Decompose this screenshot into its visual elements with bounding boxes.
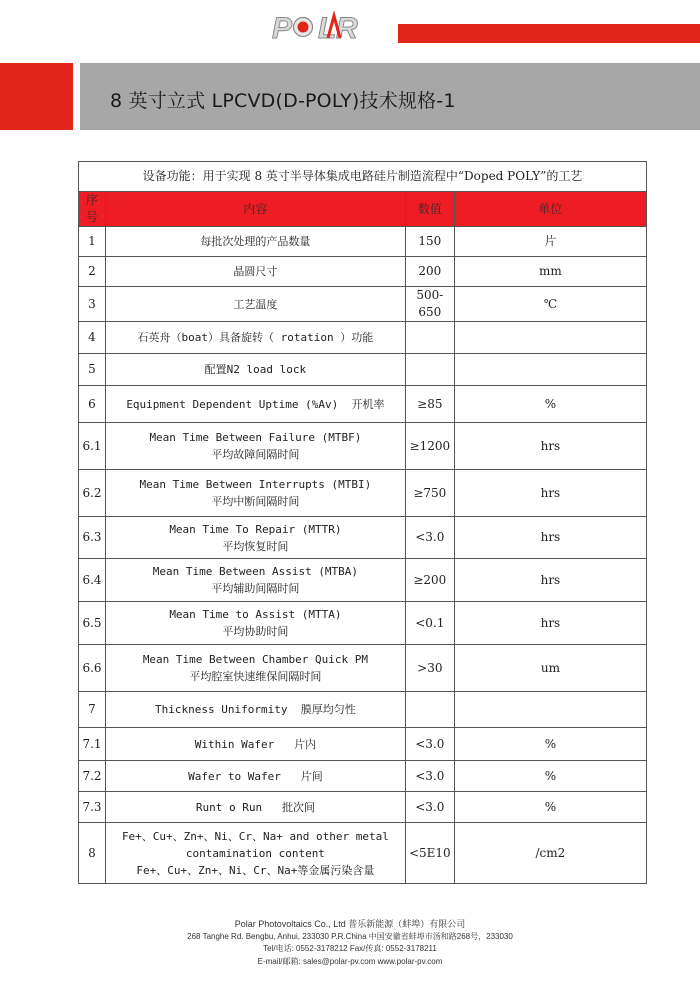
svg-text:R: R xyxy=(336,12,357,45)
row-unit: hrs xyxy=(454,517,646,559)
row-content xyxy=(105,322,405,354)
row-content-line: 平均辅助间隔时间 xyxy=(211,582,300,595)
row-content-line: 平均中断间隔时间 xyxy=(211,495,300,508)
table-row xyxy=(79,823,647,884)
row-value: <5E10 xyxy=(405,823,454,884)
row-value: <3.0 xyxy=(405,728,454,761)
row-number: 6.2 xyxy=(79,470,106,517)
row-content-line: Fe+、Cu+、Zn+、Ni、Cr、Na+等金属污染含量 xyxy=(136,863,375,877)
row-value: ≥750 xyxy=(405,470,454,517)
table-row xyxy=(79,728,647,761)
row-content-line: Mean Time Between Failure (MTBF) xyxy=(149,431,362,444)
row-number: 1 xyxy=(79,227,106,257)
row-value: ≥85 xyxy=(405,386,454,423)
row-unit: um xyxy=(454,645,646,692)
row-content xyxy=(105,792,405,823)
row-number: 5 xyxy=(79,354,106,386)
footer-address: 268 Tanghe Rd. Bengbu, Anhui, 233030 P.R.China 中国安徽省蚌埠市汤和路268号，233030 xyxy=(187,931,513,941)
row-unit: hrs xyxy=(454,470,646,517)
table-row xyxy=(79,602,647,645)
row-content-line: Mean Time To Repair (MTTR) xyxy=(169,522,342,536)
row-unit: % xyxy=(454,728,646,761)
row-unit: % xyxy=(454,792,646,823)
table-row xyxy=(79,792,647,823)
row-number: 3 xyxy=(79,287,106,322)
row-value: ≥1200 xyxy=(405,423,454,470)
table-row xyxy=(79,761,647,792)
row-number: 6.4 xyxy=(79,559,106,602)
spec-table xyxy=(78,161,647,884)
row-value: <3.0 xyxy=(405,761,454,792)
row-content-line: 工艺温度 xyxy=(233,297,278,311)
top-accent-bar xyxy=(398,24,700,43)
row-content-line: Runt o Run 批次间 xyxy=(195,800,315,814)
function-description: 设备功能：用于实现 8 英寸半导体集成电路硅片制造流程中“Doped POLY”的工艺 xyxy=(79,162,647,192)
row-content-line: contamination content xyxy=(185,846,325,860)
row-value: <0.1 xyxy=(405,602,454,645)
table-row xyxy=(79,423,647,470)
footer xyxy=(0,918,700,968)
row-content xyxy=(105,257,405,287)
row-unit xyxy=(454,692,646,728)
svg-text:P: P xyxy=(272,12,292,45)
row-value: <3.0 xyxy=(405,792,454,823)
row-unit xyxy=(454,354,646,386)
row-number: 7.3 xyxy=(79,792,106,823)
row-unit: ℃ xyxy=(454,287,646,322)
row-number: 6 xyxy=(79,386,106,423)
row-content-line: 平均故障间隔时间 xyxy=(211,448,300,461)
table-row xyxy=(79,692,647,728)
table-row xyxy=(79,559,647,602)
row-content xyxy=(105,227,405,257)
row-number: 4 xyxy=(79,322,106,354)
row-unit: hrs xyxy=(454,559,646,602)
row-content-line: Fe+、Cu+、Zn+、Ni、Cr、Na+ and other metal xyxy=(121,829,389,843)
row-value xyxy=(405,692,454,728)
table-row xyxy=(79,645,647,692)
row-number: 6.3 xyxy=(79,517,106,559)
row-content xyxy=(105,602,405,645)
row-number: 7.2 xyxy=(79,761,106,792)
footer-tel: Tel/电话: 0552-3178212 Fax/传真: 0552-3178211 xyxy=(263,944,437,953)
row-content xyxy=(105,728,405,761)
row-content-line: Mean Time Between Chamber Quick PM xyxy=(142,653,368,666)
function-row xyxy=(79,162,647,192)
row-content xyxy=(105,354,405,386)
row-content-line: 晶圆尺寸 xyxy=(233,265,278,278)
row-value: >30 xyxy=(405,645,454,692)
row-content-line: Thickness Uniformity 膜厚均匀性 xyxy=(155,703,356,716)
table-header-row xyxy=(79,192,647,227)
row-value: <3.0 xyxy=(405,517,454,559)
row-unit: /cm2 xyxy=(454,823,646,884)
row-content-line: Mean Time Between Interrupts (MTBI) xyxy=(139,478,372,491)
row-content-line: 石英舟（boat）具备旋转（ rotation ）功能 xyxy=(137,331,374,344)
svg-text:L: L xyxy=(318,12,336,45)
table-row xyxy=(79,386,647,423)
row-value xyxy=(405,322,454,354)
row-content xyxy=(105,559,405,602)
row-unit: 片 xyxy=(454,227,646,257)
row-unit: hrs xyxy=(454,602,646,645)
row-content-line: 平均恢复时间 xyxy=(222,539,289,553)
row-unit: hrs xyxy=(454,423,646,470)
row-value: 500-650 xyxy=(405,287,454,322)
table-row xyxy=(79,470,647,517)
row-content-line: 每批次处理的产品数量 xyxy=(200,235,311,248)
row-unit: mm xyxy=(454,257,646,287)
page-title: 8 英寸立式 LPCVD(D-POLY)技术规格-1 xyxy=(110,90,456,112)
row-content xyxy=(105,423,405,470)
row-number: 2 xyxy=(79,257,106,287)
row-number: 6.6 xyxy=(79,645,106,692)
table-row xyxy=(79,517,647,559)
row-content-line: 平均腔室快速维保间隔时间 xyxy=(189,670,322,683)
header-content: 内容 xyxy=(105,192,405,227)
row-content-line: Equipment Dependent Uptime (%Av) 开机率 xyxy=(126,397,385,411)
row-unit: % xyxy=(454,386,646,423)
row-content xyxy=(105,386,405,423)
row-unit xyxy=(454,322,646,354)
table-row xyxy=(79,227,647,257)
polar-logo xyxy=(270,6,370,46)
row-value: 150 xyxy=(405,227,454,257)
footer-company: Polar Photovoltaics Co., Ltd 普乐新能源（蚌埠）有限公司 xyxy=(234,919,466,929)
row-content xyxy=(105,287,405,322)
table-row xyxy=(79,322,647,354)
row-content xyxy=(105,517,405,559)
row-number: 7 xyxy=(79,692,106,728)
row-content xyxy=(105,823,405,884)
header-red-block xyxy=(0,63,73,130)
row-unit: % xyxy=(454,761,646,792)
row-content-line: Mean Time to Assist (MTTA) xyxy=(169,608,342,621)
table-row xyxy=(79,287,647,322)
row-content xyxy=(105,692,405,728)
row-content-line: 平均协助时间 xyxy=(222,625,289,638)
row-content-line: Within Wafer 片内 xyxy=(194,737,317,751)
row-content xyxy=(105,470,405,517)
table-row xyxy=(79,354,647,386)
row-content-line: Wafer to Wafer 片间 xyxy=(188,769,323,783)
row-number: 6.5 xyxy=(79,602,106,645)
row-content-line: Mean Time Between Assist (MTBA) xyxy=(152,565,359,578)
row-number: 6.1 xyxy=(79,423,106,470)
footer-email: E-mail/邮箱: sales@polar-pv.com www.polar-pv.com xyxy=(257,956,443,966)
row-number: 7.1 xyxy=(79,728,106,761)
row-value: 200 xyxy=(405,257,454,287)
row-value xyxy=(405,354,454,386)
header-unit: 单位 xyxy=(454,192,646,227)
row-content xyxy=(105,761,405,792)
table-row xyxy=(79,257,647,287)
header-value: 数值 xyxy=(405,192,454,227)
row-number: 8 xyxy=(79,823,106,884)
row-value: ≥200 xyxy=(405,559,454,602)
row-content-line: 配置N2 load lock xyxy=(204,363,307,376)
row-content xyxy=(105,645,405,692)
header-no: 序号 xyxy=(79,192,106,227)
